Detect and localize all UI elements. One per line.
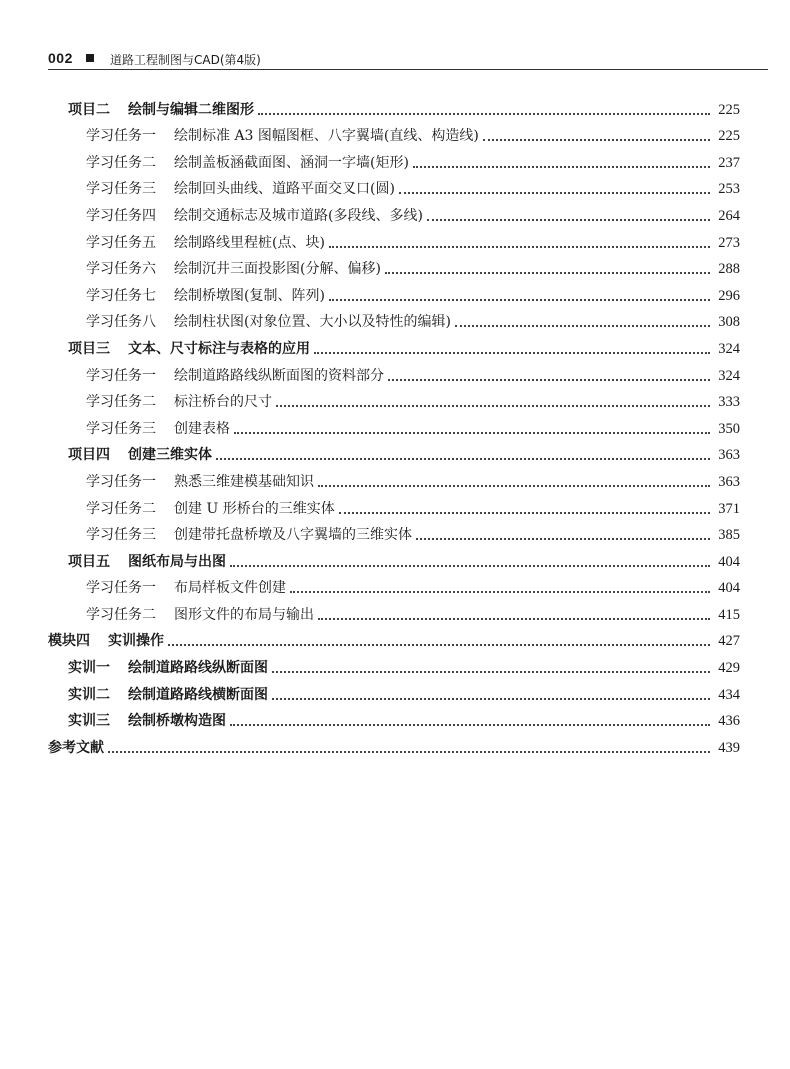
book-title: 道路工程制图与CAD(第4版)	[110, 53, 261, 67]
toc-dot-leader	[339, 512, 710, 514]
toc-entry-number: 项目五	[68, 553, 110, 570]
toc-dot-leader	[258, 113, 710, 115]
toc-entry-title: 绘制沉井三面投影图(分解、偏移)	[174, 261, 381, 278]
toc-dot-leader	[416, 538, 710, 540]
toc-entry-page: 225	[718, 128, 740, 145]
toc-entry[interactable]	[48, 278, 740, 305]
toc-entry[interactable]	[48, 172, 740, 199]
toc-entry-title: 绘制标准 A3 图幅图框、八字翼墙(直线、构造线)	[174, 128, 479, 145]
toc-entry[interactable]	[48, 225, 740, 252]
toc-dot-leader	[168, 644, 710, 646]
toc-entry-title: 文本、尺寸标注与表格的应用	[128, 340, 310, 357]
toc-entry-page: 273	[718, 234, 740, 251]
toc-entry-number: 学习任务三	[86, 181, 156, 198]
toc-entry-page: 253	[718, 181, 740, 198]
toc-entry-page: 363	[718, 447, 740, 464]
toc-entry-page: 225	[718, 101, 740, 118]
toc-entry[interactable]	[48, 464, 740, 491]
toc-entry-title: 绘制盖板涵截面图、涵洞一字墙(矩形)	[174, 154, 409, 171]
toc-entry-page: 308	[718, 314, 740, 331]
toc-entry[interactable]	[48, 252, 740, 279]
toc-dot-leader	[483, 139, 710, 141]
toc-entry-title: 图形文件的布局与输出	[174, 606, 314, 623]
toc-entry-title: 创建表格	[174, 420, 230, 437]
toc-entry-page: 237	[718, 154, 740, 171]
toc-dot-leader	[413, 166, 710, 168]
toc-entry-number: 学习任务一	[86, 367, 156, 384]
toc-entry[interactable]	[48, 198, 740, 225]
toc-entry-title: 绘制桥墩构造图	[128, 713, 226, 730]
toc-entry-page: 404	[718, 580, 740, 597]
toc-entry-number: 学习任务六	[86, 261, 156, 278]
toc-entry-title: 布局样板文件创建	[174, 580, 286, 597]
toc-entry-title: 绘制道路路线纵断面图的资料部分	[174, 367, 384, 384]
toc-entry-title: 熟悉三维建模基础知识	[174, 473, 314, 490]
toc-dot-leader	[230, 724, 710, 726]
toc-entry-number: 学习任务三	[86, 420, 156, 437]
toc-entry-number: 实训二	[68, 686, 110, 703]
toc-entry[interactable]	[48, 145, 740, 172]
toc-dot-leader	[108, 751, 710, 753]
toc-entry-page: 363	[718, 473, 740, 490]
toc-entry-title: 绘制与编辑二维图形	[128, 101, 254, 118]
toc-entry[interactable]	[48, 358, 740, 385]
toc-entry-page: 439	[718, 739, 740, 756]
toc-entry-number: 学习任务八	[86, 314, 156, 331]
toc-entry-page: 350	[718, 420, 740, 437]
toc-entry-page: 333	[718, 394, 740, 411]
toc-entry-page: 371	[718, 500, 740, 517]
toc-entry-number: 项目四	[68, 447, 110, 464]
toc-dot-leader	[399, 192, 710, 194]
toc-entry-number: 模块四	[48, 633, 90, 650]
toc-entry-number: 项目三	[68, 340, 110, 357]
toc-entry-title: 参考文献	[48, 739, 104, 756]
header-rule	[48, 69, 768, 70]
toc-entry-number: 学习任务二	[86, 606, 156, 623]
toc-dot-leader	[329, 246, 710, 248]
toc-entry[interactable]	[48, 597, 740, 624]
toc-dot-leader	[216, 458, 710, 460]
toc-entry-number: 实训三	[68, 713, 110, 730]
toc-entry-title: 创建带托盘桥墩及八字翼墙的三维实体	[174, 527, 412, 544]
toc-dot-leader	[388, 379, 710, 381]
table-of-contents	[48, 92, 740, 757]
toc-entry-title: 绘制道路路线纵断面图	[128, 660, 268, 677]
toc-entry-title: 绘制回头曲线、道路平面交叉口(圆)	[174, 181, 395, 198]
running-header	[48, 44, 768, 70]
toc-entry-page: 436	[718, 713, 740, 730]
toc-dot-leader	[230, 565, 710, 567]
toc-entry-title: 绘制道路路线横断面图	[128, 686, 268, 703]
toc-entry-number: 学习任务二	[86, 154, 156, 171]
toc-entry[interactable]	[48, 331, 740, 358]
toc-entry-title: 图纸布局与出图	[128, 553, 226, 570]
toc-entry[interactable]	[48, 677, 740, 704]
toc-entry-title: 创建三维实体	[128, 447, 212, 464]
toc-entry-title: 绘制交通标志及城市道路(多段线、多线)	[174, 207, 423, 224]
toc-entry-title: 绘制柱状图(对象位置、大小以及特性的编辑)	[174, 314, 451, 331]
toc-entry[interactable]	[48, 730, 740, 757]
toc-dot-leader	[276, 405, 710, 407]
toc-entry[interactable]	[48, 571, 740, 598]
toc-dot-leader	[329, 299, 710, 301]
toc-entry-page: 385	[718, 527, 740, 544]
toc-entry[interactable]	[48, 119, 740, 146]
toc-dot-leader	[385, 272, 710, 274]
toc-entry-number: 学习任务二	[86, 500, 156, 517]
toc-entry[interactable]	[48, 92, 740, 119]
toc-dot-leader	[314, 352, 710, 354]
page-number: 002	[48, 50, 73, 66]
header-square-marker	[86, 54, 94, 62]
toc-entry-number: 学习任务二	[86, 394, 156, 411]
toc-entry-title: 实训操作	[108, 633, 164, 650]
toc-entry-page: 429	[718, 660, 740, 677]
toc-entry-page: 427	[718, 633, 740, 650]
toc-entry-page: 288	[718, 261, 740, 278]
toc-dot-leader	[290, 591, 710, 593]
toc-entry-title: 绘制路线里程桩(点、块)	[174, 234, 325, 251]
toc-entry-page: 404	[718, 553, 740, 570]
toc-entry[interactable]	[48, 704, 740, 731]
toc-entry-title: 创建 U 形桥台的三维实体	[174, 500, 335, 517]
toc-entry-number: 实训一	[68, 660, 110, 677]
toc-entry-number: 学习任务五	[86, 234, 156, 251]
toc-entry[interactable]	[48, 385, 740, 412]
toc-entry-page: 415	[718, 606, 740, 623]
toc-entry-number: 学习任务四	[86, 207, 156, 224]
toc-dot-leader	[318, 485, 710, 487]
toc-entry-page: 324	[718, 367, 740, 384]
toc-entry[interactable]	[48, 650, 740, 677]
toc-entry-page: 296	[718, 287, 740, 304]
toc-entry[interactable]	[48, 438, 740, 465]
toc-entry-number: 学习任务一	[86, 473, 156, 490]
toc-entry[interactable]	[48, 624, 740, 651]
toc-entry-number: 学习任务七	[86, 287, 156, 304]
toc-entry[interactable]	[48, 518, 740, 545]
toc-entry-title: 标注桥台的尺寸	[174, 394, 272, 411]
toc-entry-page: 434	[718, 686, 740, 703]
toc-entry[interactable]	[48, 491, 740, 518]
toc-entry[interactable]	[48, 411, 740, 438]
toc-entry-page: 264	[718, 207, 740, 224]
toc-entry-number: 学习任务三	[86, 527, 156, 544]
toc-entry-number: 学习任务一	[86, 128, 156, 145]
toc-dot-leader	[455, 325, 710, 327]
toc-entry-number: 项目二	[68, 101, 110, 118]
toc-dot-leader	[318, 618, 710, 620]
toc-dot-leader	[272, 698, 710, 700]
toc-entry-title: 绘制桥墩图(复制、阵列)	[174, 287, 325, 304]
toc-dot-leader	[234, 432, 710, 434]
toc-entry[interactable]	[48, 544, 740, 571]
toc-entry[interactable]	[48, 305, 740, 332]
toc-dot-leader	[427, 219, 710, 221]
toc-entry-page: 324	[718, 340, 740, 357]
toc-entry-number: 学习任务一	[86, 580, 156, 597]
toc-dot-leader	[272, 671, 710, 673]
